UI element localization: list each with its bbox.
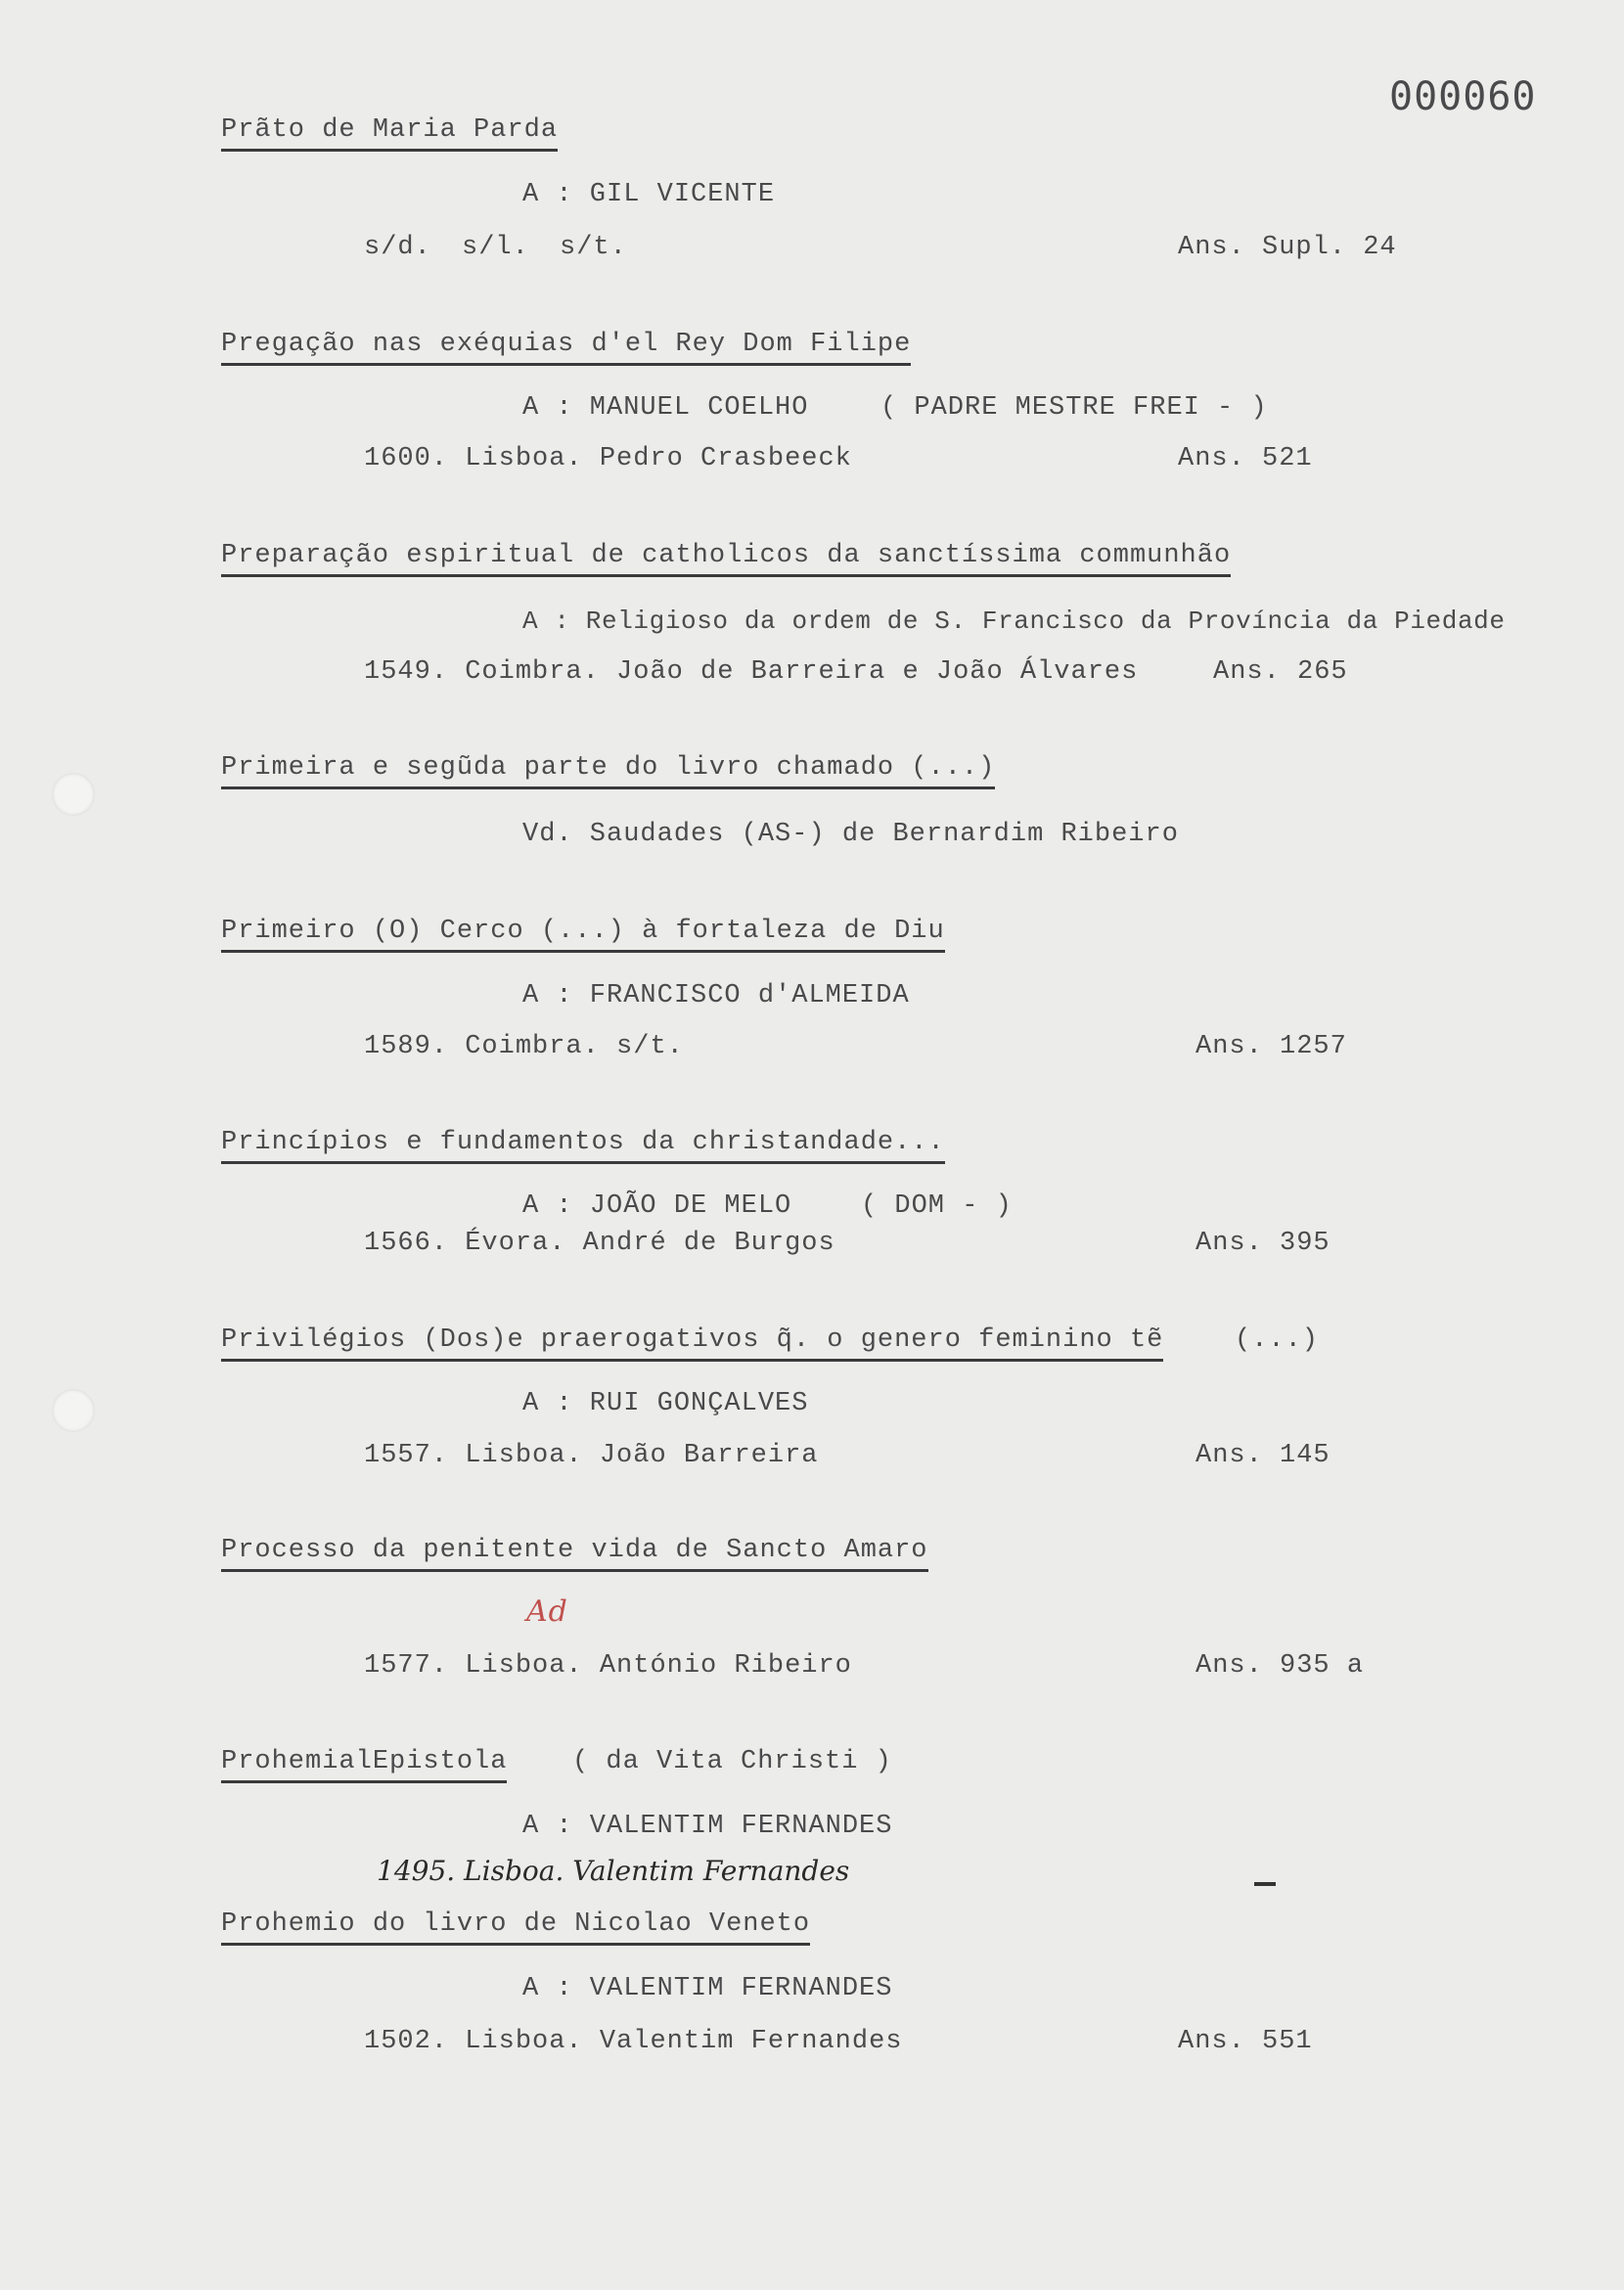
entry-title: Primeiro (O) Cerco (...) à fortaleza de Diu (221, 917, 945, 953)
entry-author-extra: ( PADRE MESTRE FREI - ) (880, 393, 1268, 423)
entry-imprint: 1566. Évora. André de Burgos (364, 1229, 835, 1258)
entry-imprint: 1589. Coimbra. s/t. (364, 1032, 684, 1061)
entry-imprint: 1502. Lisboa. Valentim Fernandes (364, 2027, 903, 2056)
entry-title-suffix: ( da Vita Christi ) (572, 1747, 892, 1776)
entry-author: A : VALENTIM FERNANDES (522, 1974, 893, 2003)
entry-see-also: Vd. Saudades (AS-) de Bernardim Ribeiro (522, 820, 1179, 849)
entry-imprint: 1577. Lisboa. António Ribeiro (364, 1651, 852, 1681)
handwritten-dash (1254, 1882, 1276, 1886)
handwritten-imprint: 1495. Lisboa. Valentim Fernandes (377, 1855, 850, 1887)
entry-author: A : MANUEL COELHO (522, 393, 809, 423)
entry-title: Prãto de Maria Parda (221, 115, 558, 152)
entry-imprint: 1557. Lisboa. João Barreira (364, 1441, 819, 1470)
punch-hole-top (52, 773, 95, 816)
entry-reference: Ans. Supl. 24 (1178, 233, 1397, 262)
handwritten-annotation: Ad (526, 1594, 568, 1629)
entry-title: ProhemialEpistola (221, 1747, 507, 1783)
entry-title: Pregação nas exéquias d'el Rey Dom Filipe (221, 330, 911, 366)
entry-author-extra: ( DOM - ) (861, 1191, 1013, 1221)
entry-author: A : GIL VICENTE (522, 180, 776, 209)
entry-title: Princípios e fundamentos da christandade... (221, 1128, 945, 1164)
entry-title-suffix: (...) (1235, 1325, 1320, 1355)
entry-title: Preparação espiritual de catholicos da sanctíssima communhão (221, 541, 1231, 577)
entry-imprint: 1600. Lisboa. Pedro Crasbeeck (364, 444, 852, 473)
entry-title: Prohemio do livro de Nicolao Veneto (221, 1909, 810, 1946)
entry-reference: Ans. 265 (1213, 657, 1348, 687)
entry-author: A : Religioso da ordem de S. Francisco da Província da Piedade (522, 606, 1506, 636)
entry-reference: Ans. 551 (1178, 2027, 1313, 2056)
entry-imprint: s/d. s/l. s/t. (364, 233, 627, 262)
entry-reference: Ans. 935 a (1195, 1651, 1365, 1681)
entry-title: Processo da penitente vida de Sancto Amaro (221, 1536, 928, 1572)
entry-author: A : JOÃO DE MELO (522, 1191, 792, 1221)
entry-reference: Ans. 395 (1195, 1229, 1331, 1258)
entry-author: A : RUI GONÇALVES (522, 1389, 809, 1418)
entry-title: Privilégios (Dos)e praerogativos q̃. o genero feminino tẽ (221, 1325, 1163, 1362)
entry-reference: Ans. 521 (1178, 444, 1313, 473)
entry-title: Primeira e segũda parte do livro chamado (...) (221, 753, 995, 789)
punch-hole-bottom (52, 1389, 95, 1432)
entry-author: A : FRANCISCO d'ALMEIDA (522, 981, 910, 1010)
entry-reference: Ans. 145 (1195, 1441, 1331, 1470)
entry-author: A : VALENTIM FERNANDES (522, 1812, 893, 1841)
entry-reference: Ans. 1257 (1195, 1032, 1347, 1061)
card-number: 000060 (1389, 74, 1537, 119)
entry-imprint: 1549. Coimbra. João de Barreira e João Álvares (364, 657, 1139, 687)
